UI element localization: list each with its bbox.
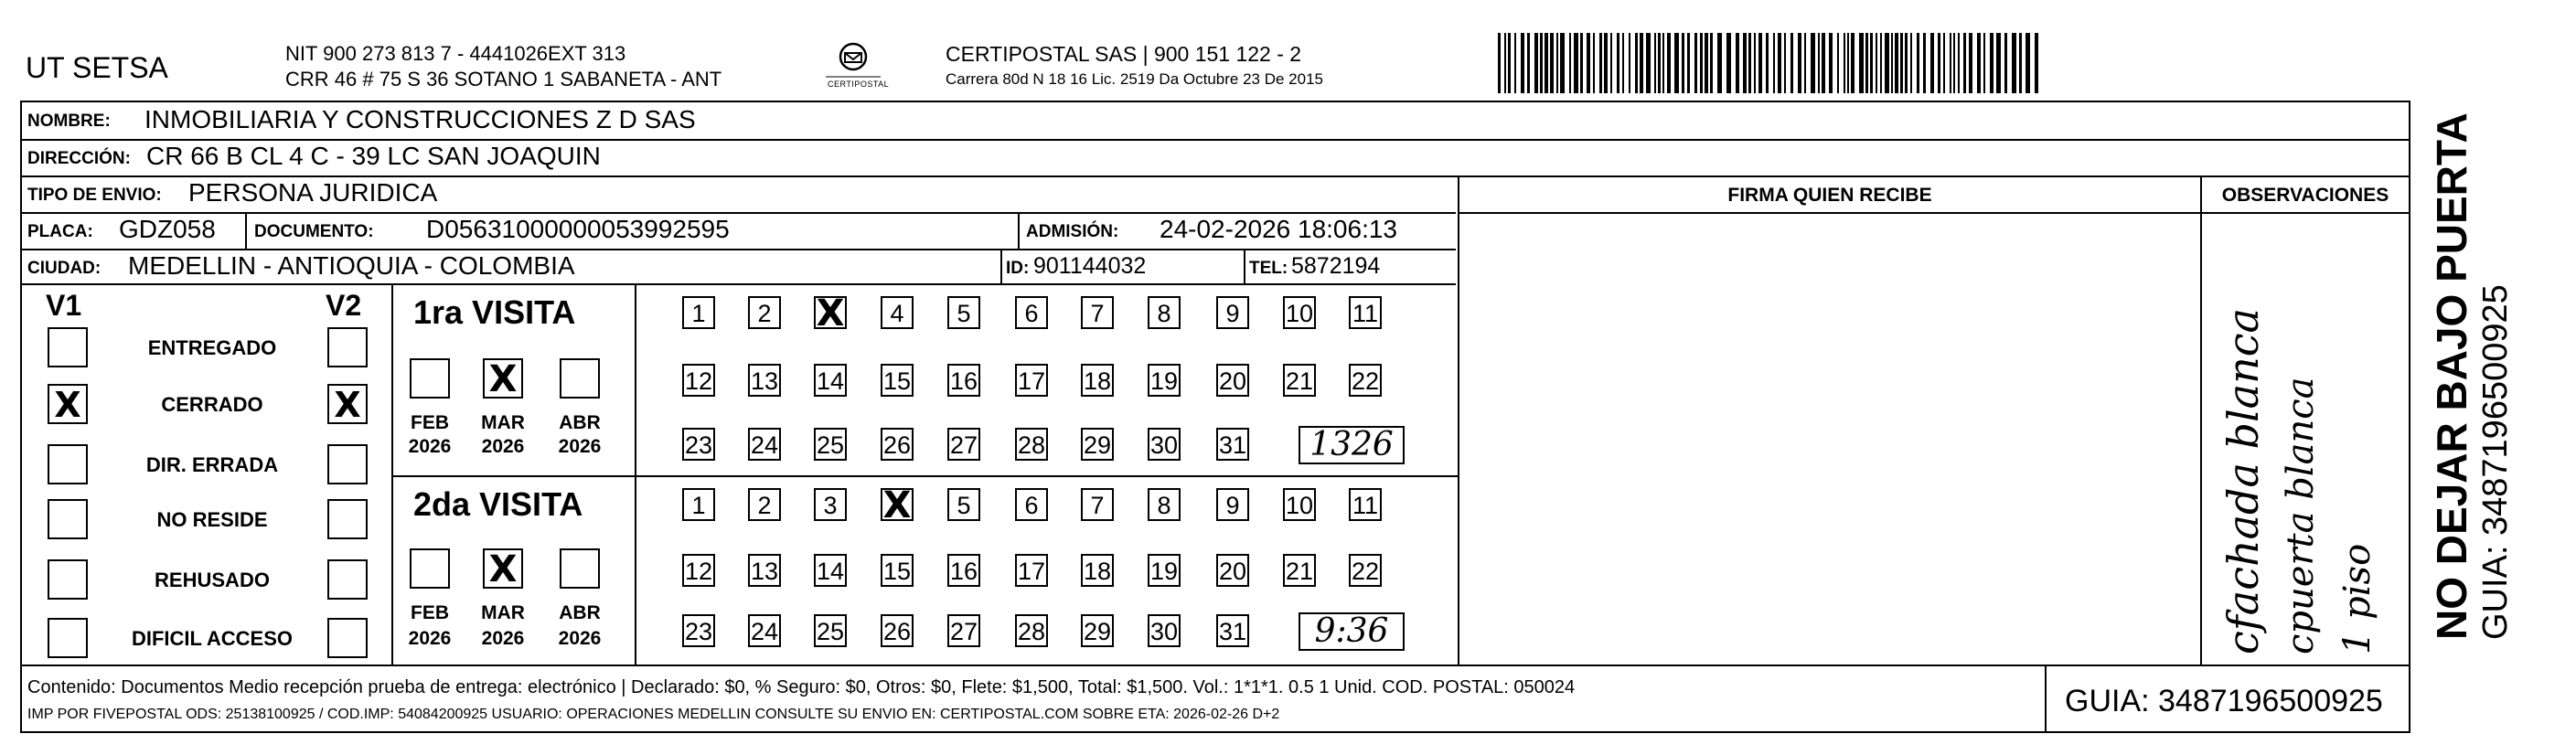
barcode-bar (1900, 33, 1903, 93)
status-label: NO RESIDE (156, 508, 268, 531)
day-box[interactable]: 11 (1349, 488, 1382, 521)
barcode-bar (1804, 33, 1806, 93)
barcode-bar (1514, 33, 1516, 93)
barcode-bar (1545, 33, 1548, 93)
status-checkbox-v2[interactable] (327, 327, 368, 367)
day-box[interactable]: 31 (1216, 428, 1249, 461)
ciudad-label: CIUDAD: (27, 259, 102, 278)
barcode-bar (1622, 33, 1624, 93)
status-checkbox-v2[interactable] (327, 618, 368, 658)
barcode-bar (1743, 33, 1747, 93)
barcode-bar (1674, 33, 1679, 93)
day-box[interactable]: 12 (682, 554, 715, 587)
barcode-bar (1910, 33, 1912, 93)
nombre-value: INMOBILIARIA Y CONSTRUCCIONES Z D SAS (144, 105, 696, 133)
barcode-bar (2019, 33, 2022, 93)
day-box[interactable]: 25 (814, 428, 847, 461)
admision-label: ADMISIÓN: (1026, 222, 1119, 241)
status-checkbox-v1[interactable] (48, 327, 88, 367)
barcode-bar (1837, 33, 1839, 93)
day-box[interactable]: 14 (814, 554, 847, 587)
month-name: FEB (411, 412, 449, 433)
month-name: ABR (559, 602, 601, 623)
month-checkbox[interactable] (560, 358, 600, 399)
barcode-bar (1996, 33, 2001, 93)
barcode-bar (1587, 33, 1590, 93)
day-box[interactable]: 26 (881, 428, 914, 461)
barcode-bar (1930, 33, 1934, 93)
month-checkbox[interactable] (483, 358, 523, 399)
documento-label: DOCUMENTO: (254, 222, 374, 241)
barcode-bar (1593, 33, 1595, 93)
tipo-envio-label: TIPO DE ENVIO: (27, 186, 162, 205)
barcode-bar (2035, 33, 2038, 93)
status-label: REHUSADO (155, 569, 270, 591)
barcode-bar (1498, 33, 1501, 93)
barcode-bar (1556, 33, 1558, 93)
barcode-bar (1953, 33, 1955, 93)
month-mark: X (488, 358, 518, 400)
barcode-bar (1891, 33, 1893, 93)
barcode-bar (1682, 33, 1684, 93)
day-box[interactable]: 3 (814, 488, 847, 521)
visit-title: 2da VISITA (413, 485, 583, 523)
barcode-bar (1662, 33, 1664, 93)
day-box[interactable]: 30 (1148, 614, 1181, 647)
day-box[interactable]: 5 (947, 488, 980, 521)
barcode-bar (1773, 33, 1775, 93)
firma-label: FIRMA QUIEN RECIBE (1727, 185, 1932, 206)
status-checkbox-v1[interactable] (48, 499, 88, 539)
side-no-dejar: NO DEJAR BAJO PUERTA (2428, 112, 2475, 640)
barcode-bar (1766, 33, 1769, 93)
barcode-bar (1560, 33, 1565, 93)
barcode-bar (1938, 33, 1940, 93)
day-box[interactable]: 10 (1283, 488, 1316, 521)
documento-value: D05631000000053992595 (426, 215, 730, 243)
month-checkbox[interactable] (410, 548, 450, 589)
id-value: 901144032 (1033, 253, 1147, 279)
barcode-bar (1923, 33, 1926, 93)
day-box[interactable]: 1 (682, 296, 715, 329)
barcode-bar (1847, 33, 1849, 93)
barcode-bar (1646, 33, 1651, 93)
month-checkbox[interactable] (483, 548, 523, 589)
day-box[interactable]: 18 (1081, 554, 1114, 587)
logo-text: CERTIPOSTAL (828, 80, 890, 89)
day-box[interactable]: 2 (748, 488, 781, 521)
day-box[interactable]: 4 (881, 296, 914, 329)
status-mark-v1: X (54, 385, 81, 425)
barcode-bar (1629, 33, 1630, 93)
barcode-bar (1534, 33, 1538, 93)
barcode-bar (1790, 33, 1793, 93)
ciudad-value: MEDELLIN - ANTIOQUIA - COLOMBIA (128, 251, 575, 280)
barcode-bar (1736, 33, 1739, 93)
day-box-marked[interactable] (881, 484, 914, 526)
day-box[interactable]: 19 (1148, 554, 1181, 587)
day-box[interactable]: 5 (947, 296, 980, 329)
day-box[interactable]: 17 (1015, 554, 1048, 587)
barcode-bar (1521, 33, 1524, 93)
month-year: 2026 (408, 628, 452, 649)
day-box[interactable]: 20 (1216, 554, 1249, 587)
day-box[interactable]: 23 (682, 614, 715, 647)
placa-value: GDZ058 (119, 215, 216, 243)
certi-line1: CERTIPOSTAL SAS | 900 151 122 - 2 (946, 42, 1302, 66)
day-box[interactable]: 21 (1283, 364, 1316, 397)
day-box-marked[interactable] (814, 292, 847, 335)
status-checkbox-v1[interactable] (48, 559, 88, 600)
status-checkbox-v2[interactable] (327, 384, 368, 424)
day-box[interactable]: 30 (1148, 428, 1181, 461)
barcode-bar (1798, 33, 1801, 93)
barcode-bar (1943, 33, 1945, 93)
barcode-bar (1694, 33, 1697, 93)
day-box[interactable]: 12 (682, 364, 715, 397)
day-box[interactable]: 22 (1349, 364, 1382, 397)
day-box[interactable]: 6 (1015, 296, 1048, 329)
v2-label: V2 (326, 289, 362, 322)
nit-line: NIT 900 273 813 7 - 4441026EXT 313 (285, 42, 626, 65)
barcode-bar (1604, 33, 1608, 93)
status-checkbox-v1[interactable] (48, 384, 88, 424)
day-box[interactable]: 20 (1216, 364, 1249, 397)
visit-hour-box: 9:36 (1299, 612, 1405, 651)
day-box[interactable]: 26 (881, 614, 914, 647)
barcode-bar (1859, 33, 1864, 93)
barcode-bar (1990, 33, 1993, 93)
day-box[interactable]: 28 (1015, 614, 1048, 647)
day-box[interactable]: 13 (748, 554, 781, 587)
month-name: ABR (559, 412, 601, 433)
day-box[interactable]: 21 (1283, 554, 1316, 587)
barcode-bar (1717, 33, 1722, 93)
month-year: 2026 (481, 436, 525, 457)
day-box[interactable]: 14 (814, 364, 847, 397)
barcode-bar (1550, 33, 1554, 93)
barcode-bar (1917, 33, 1919, 93)
barcode-bar (1754, 33, 1756, 93)
day-box[interactable]: 7 (1081, 296, 1114, 329)
day-box[interactable]: 10 (1283, 296, 1316, 329)
day-box[interactable]: 6 (1015, 488, 1048, 521)
day-box[interactable]: 27 (947, 614, 980, 647)
barcode-bar (1726, 33, 1731, 93)
footer-line2: IMP POR FIVEPOSTAL ODS: 25138100925 / COD.IMP: 54084200925 USUARIO: OPERACIONES MEDELLIN CONSULTE SU ENVIO EN: CERTIPOSTAL.COM SOBRE ETA: 2026-02-26 D+2 (27, 707, 1280, 722)
day-box[interactable]: 24 (748, 428, 781, 461)
barcode-bar (1876, 33, 1877, 93)
certipostal-logo (817, 40, 890, 91)
barcode-bar (1969, 33, 1972, 93)
status-checkbox-v2[interactable] (327, 444, 368, 484)
obs-line-3: 1 piso (2336, 543, 2378, 654)
barcode-bar (1811, 33, 1815, 93)
day-box[interactable]: 19 (1148, 364, 1181, 397)
day-box[interactable]: 11 (1349, 296, 1382, 329)
barcode-bar (1963, 33, 1966, 93)
side-vertical-text (2418, 91, 2573, 731)
day-box[interactable]: 27 (947, 428, 980, 461)
barcode-bar (1710, 33, 1713, 93)
barcode-bar (1880, 33, 1882, 93)
barcode-bar (1527, 33, 1530, 93)
barcode-bar (1784, 33, 1786, 93)
barcode-bar (1748, 33, 1751, 93)
month-name: MAR (481, 412, 525, 433)
barcode-bar (1654, 33, 1656, 93)
barcode-bar (1705, 33, 1708, 93)
month-mark: X (488, 548, 518, 590)
day-box[interactable]: 16 (947, 364, 980, 397)
admision-value: 24-02-2026 18:06:13 (1160, 215, 1397, 243)
month-year: 2026 (558, 628, 602, 649)
barcode-bar (1617, 33, 1619, 93)
month-checkbox[interactable] (410, 358, 450, 399)
barcode (1498, 33, 2045, 93)
footer-guia: GUIA: 3487196500925 (2065, 684, 2383, 718)
direccion-label: DIRECCIÓN: (27, 149, 131, 168)
day-box[interactable]: 29 (1081, 614, 1114, 647)
barcode-bar (1508, 33, 1511, 93)
status-checkbox-v1[interactable] (48, 618, 88, 658)
company-name: UT SETSA (26, 51, 168, 84)
placa-label: PLACA: (27, 222, 93, 241)
obs-line-1: cfachada blanca (2218, 308, 2268, 654)
barcode-bar (1865, 33, 1868, 93)
barcode-bar (1635, 33, 1638, 93)
observaciones-handwriting (2204, 216, 2407, 664)
day-box[interactable]: 9 (1216, 488, 1249, 521)
obs-line-2: cpuerta blanca (2280, 377, 2322, 654)
day-box[interactable]: 23 (682, 428, 715, 461)
day-box[interactable]: 7 (1081, 488, 1114, 521)
status-label: DIFICIL ACCESO (131, 627, 293, 650)
month-name: MAR (481, 602, 525, 623)
barcode-bar (1574, 33, 1578, 93)
barcode-bar (2012, 33, 2016, 93)
month-year: 2026 (408, 436, 452, 457)
day-box[interactable]: 2 (748, 296, 781, 329)
status-label: ENTREGADO (147, 336, 277, 359)
day-box[interactable]: 9 (1216, 296, 1249, 329)
day-box[interactable]: 31 (1216, 614, 1249, 647)
day-box[interactable]: 22 (1349, 554, 1382, 587)
day-box[interactable]: 1 (682, 488, 715, 521)
barcode-bar (1580, 33, 1583, 93)
barcode-bar (1540, 33, 1543, 93)
month-checkbox[interactable] (560, 548, 600, 589)
barcode-bar (1895, 33, 1898, 93)
barcode-bar (1905, 33, 1908, 93)
barcode-bar (1504, 33, 1506, 93)
day-box[interactable]: 8 (1148, 488, 1181, 521)
day-box[interactable]: 13 (748, 364, 781, 397)
month-name: FEB (411, 602, 449, 623)
nombre-label: NOMBRE: (27, 112, 111, 131)
day-box[interactable]: 8 (1148, 296, 1181, 329)
barcode-bar (1778, 33, 1781, 93)
day-box[interactable]: 17 (1015, 364, 1048, 397)
status-checkbox-v2[interactable] (327, 499, 368, 539)
id-label: ID: (1006, 259, 1030, 278)
certi-line2: Carrera 80d N 18 16 Lic. 2519 Da Octubre 23 De 2015 (946, 70, 1323, 88)
day-mark: X (816, 292, 845, 335)
barcode-bar (1700, 33, 1703, 93)
status-checkbox-v1[interactable] (48, 444, 88, 484)
v1-label: V1 (46, 289, 82, 322)
direccion-value: CR 66 B CL 4 C - 39 LC SAN JOAQUIN (146, 142, 601, 170)
barcode-bar (1885, 33, 1889, 93)
barcode-bar (2026, 33, 2030, 93)
barcode-bar (1851, 33, 1855, 93)
day-box[interactable]: 24 (748, 614, 781, 647)
barcode-bar (1958, 33, 1960, 93)
day-box[interactable]: 29 (1081, 428, 1114, 461)
day-box[interactable]: 15 (881, 364, 914, 397)
barcode-bar (1829, 33, 1833, 93)
day-mark: X (882, 484, 912, 526)
barcode-bar (1950, 33, 1951, 93)
day-box[interactable]: 15 (881, 554, 914, 587)
barcode-bar (1870, 33, 1873, 93)
tipo-envio-value: PERSONA JURIDICA (188, 178, 438, 207)
day-box[interactable]: 16 (947, 554, 980, 587)
barcode-bar (1983, 33, 1985, 93)
tel-label: TEL: (1249, 259, 1288, 278)
day-box[interactable]: 28 (1015, 428, 1048, 461)
barcode-bar (1658, 33, 1661, 93)
visit-title: 1ra VISITA (413, 293, 576, 331)
month-year: 2026 (558, 436, 602, 457)
status-label: CERRADO (161, 393, 263, 416)
barcode-bar (1610, 33, 1612, 93)
barcode-bar (1758, 33, 1762, 93)
barcode-bar (1569, 33, 1571, 93)
barcode-bar (1977, 33, 1981, 93)
observaciones-label: OBSERVACIONES (2221, 185, 2389, 206)
barcode-bar (1818, 33, 1820, 93)
side-guia: GUIA: 3487196500925 (2476, 284, 2515, 640)
status-checkbox-v2[interactable] (327, 559, 368, 600)
barcode-bar (1687, 33, 1690, 93)
barcode-bar (1640, 33, 1643, 93)
barcode-bar (1667, 33, 1671, 93)
barcode-bar (1599, 33, 1602, 93)
barcode-bar (1822, 33, 1825, 93)
day-box[interactable]: 25 (814, 614, 847, 647)
tel-value: 5872194 (1291, 253, 1381, 279)
address-line: CRR 46 # 75 S 36 SOTANO 1 SABANETA - ANT (285, 68, 722, 90)
day-box[interactable]: 18 (1081, 364, 1114, 397)
barcode-bar (1844, 33, 1845, 93)
visit-hour-box: 1326 (1299, 426, 1405, 464)
barcode-bar (2004, 33, 2007, 93)
signature-area (1461, 214, 2198, 664)
status-mark-v2: X (334, 385, 361, 425)
month-year: 2026 (481, 628, 525, 649)
footer-line1: Contenido: Documentos Medio recepción prueba de entrega: electrónico | Declarado: $0, % Seguro: $0, Otros: $0, Flete: $1,500, Total: $1,500. Vol.: 1*1*1. 0.5 1 Unid. COD. POSTAL: 050024 (27, 677, 1576, 697)
status-label: DIR. ERRADA (145, 453, 279, 476)
